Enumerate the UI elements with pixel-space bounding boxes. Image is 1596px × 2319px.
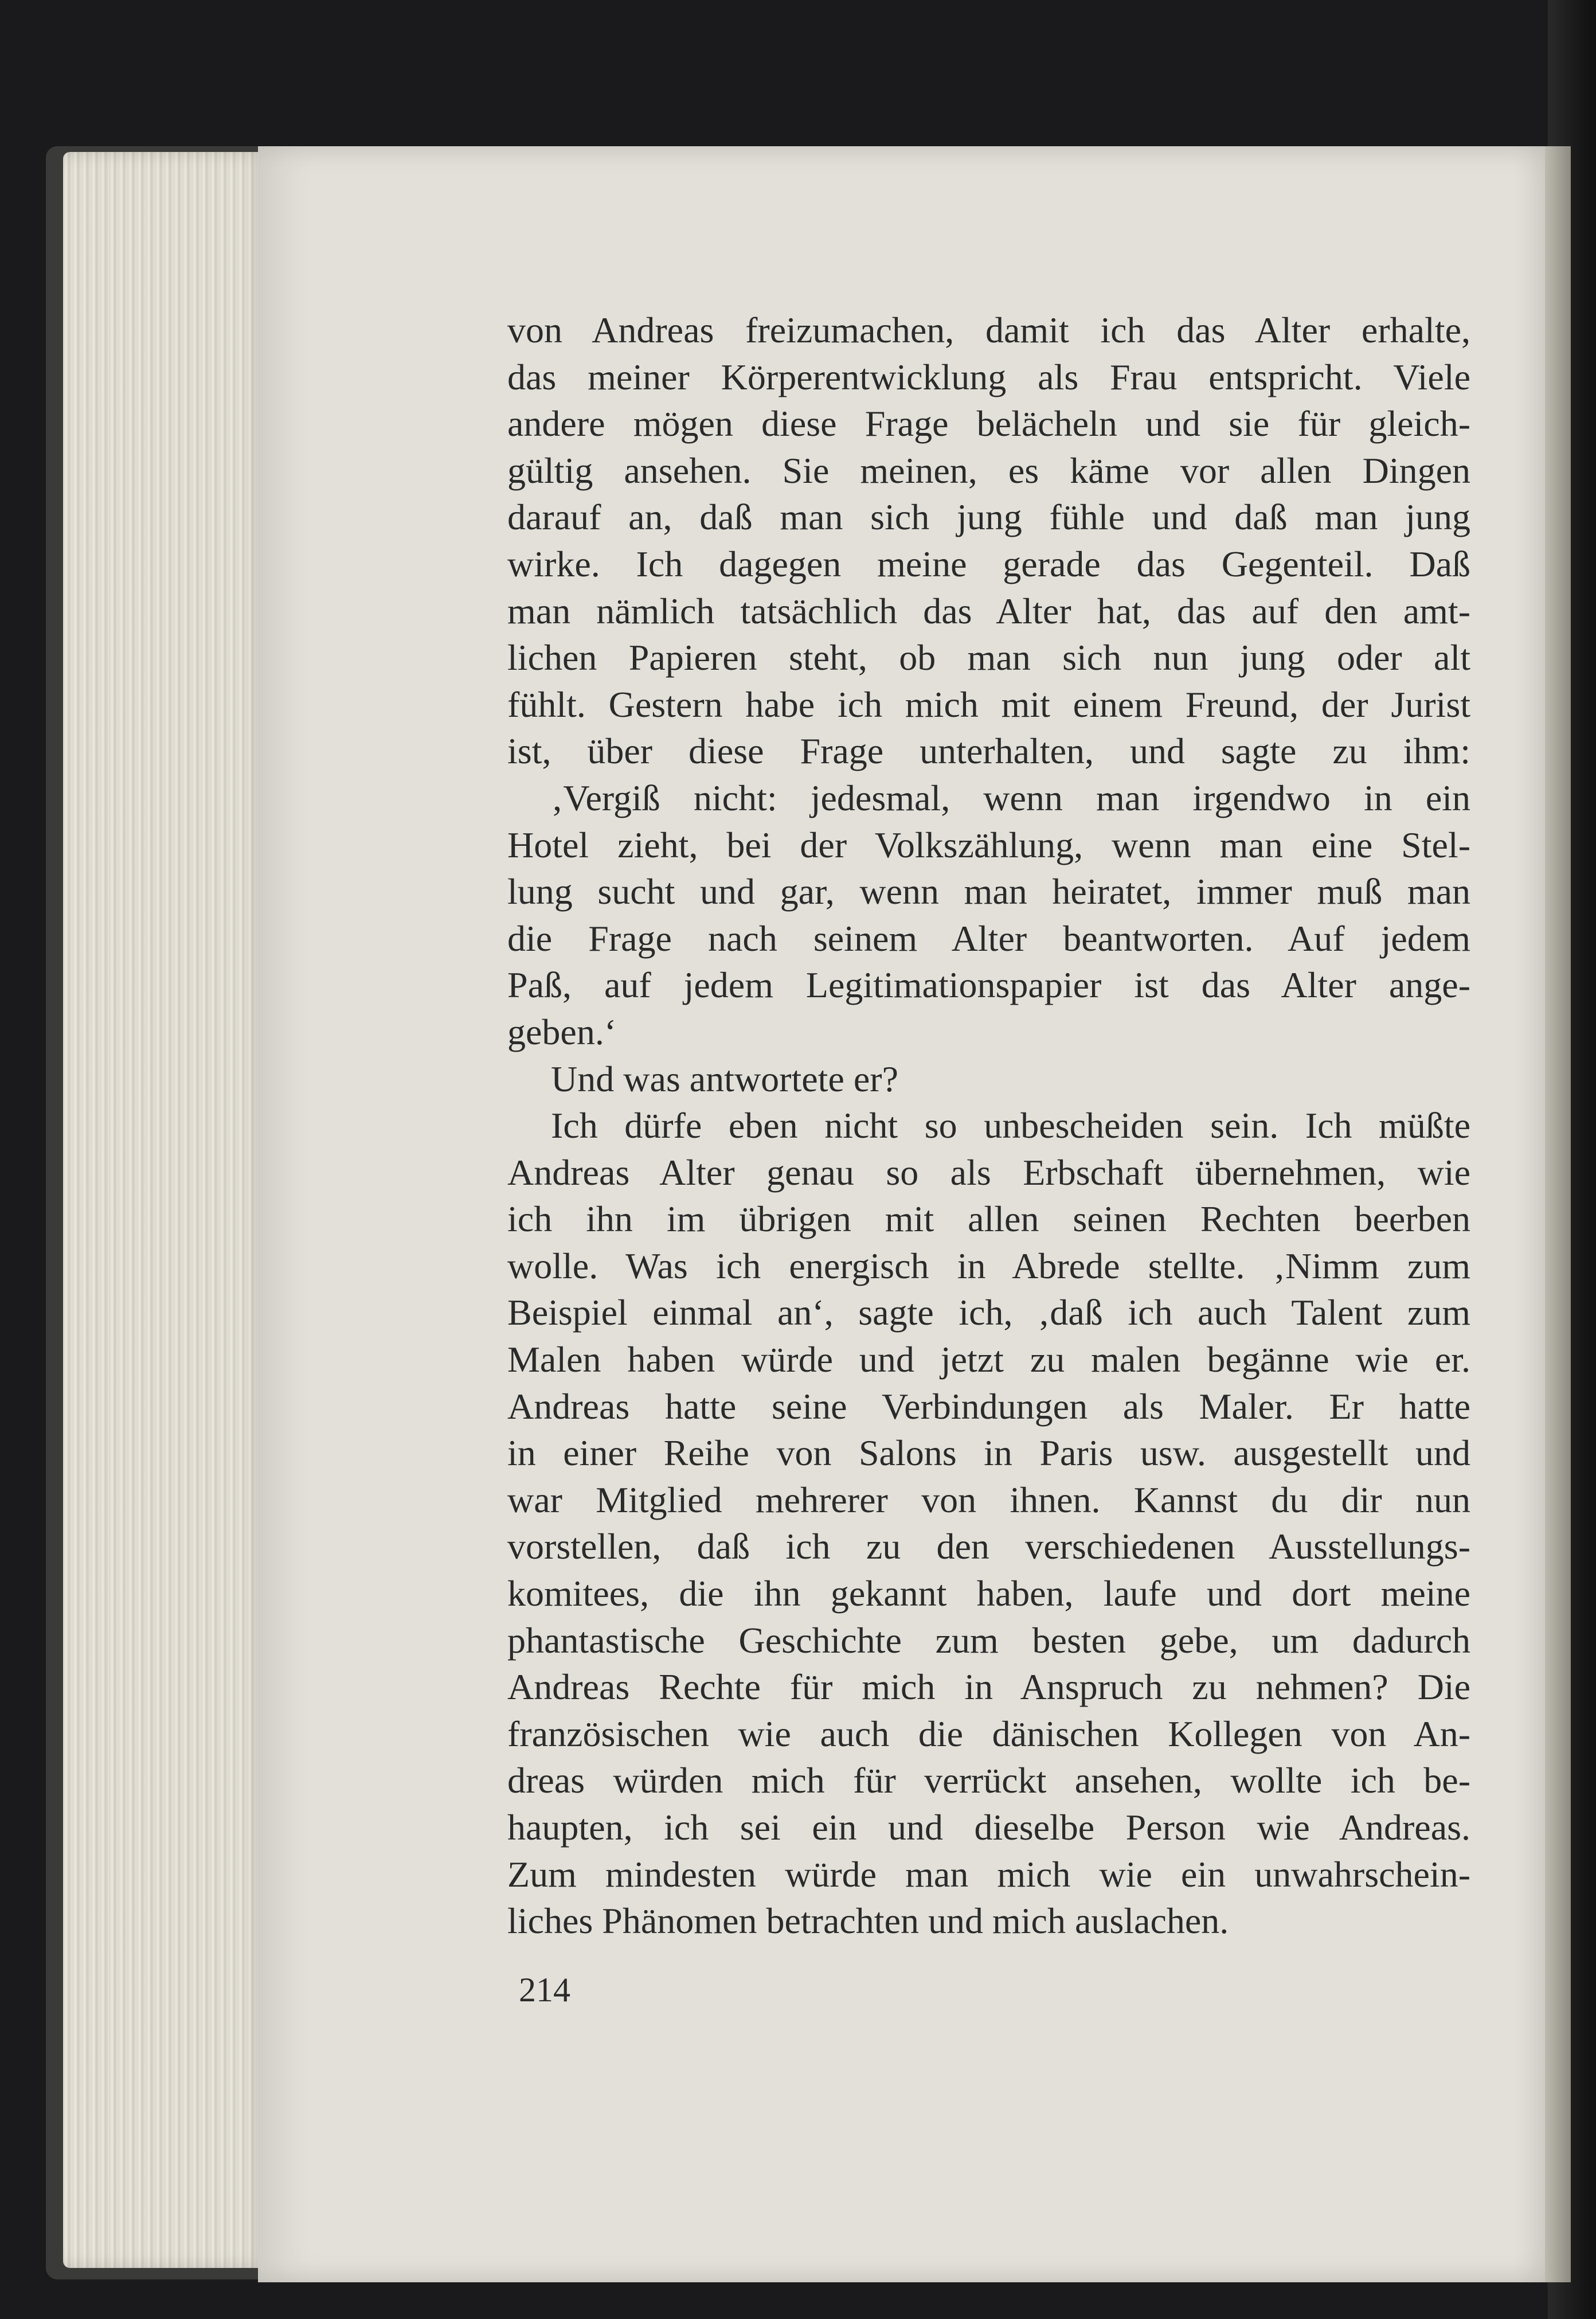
text-line: ich ihn im übrigen mit allen seinen Rechten beerben xyxy=(507,1198,1470,1240)
text-line: Ich dürfe eben nicht so unbescheiden sein. Ich müßte xyxy=(551,1105,1470,1146)
text-line: französischen wie auch die dänischen Kollegen von An- xyxy=(507,1713,1470,1754)
text-line: vorstellen, daß ich zu den verschiedenen Ausstellungs- xyxy=(507,1526,1470,1567)
text-line: Andreas hatte seine Verbindungen als Maler. Er hatte xyxy=(507,1385,1470,1427)
text-line: haupten, ich sei ein und dieselbe Person wie Andreas. xyxy=(507,1807,1470,1848)
text-line: Andreas Alter genau so als Erbschaft übernehmen, wie xyxy=(507,1151,1470,1193)
text-line: das meiner Körperentwicklung als Frau entspricht. Viele xyxy=(507,356,1470,397)
text-line: darauf an, daß man sich jung fühle und daß man jung xyxy=(507,497,1470,538)
text-line: Hotel zieht, bei der Volkszählung, wenn man eine Stel- xyxy=(507,824,1470,865)
body-text xyxy=(507,307,1470,1945)
text-line: phantastische Geschichte zum besten gebe, um dadurch xyxy=(507,1619,1470,1661)
text-line: andere mögen diese Frage belächeln und sie für gleich- xyxy=(507,403,1470,444)
text-line: Beispiel einmal an‘, sagte ich, ‚daß ich auch Talent zum xyxy=(507,1292,1470,1333)
text-line: Malen haben würde und jetzt zu malen begänne wie er. xyxy=(507,1339,1470,1380)
text-line: liches Phänomen betrachten und mich auslachen. xyxy=(507,1900,1229,1942)
page-number: 214 xyxy=(519,1971,570,2009)
text-line: lichen Papieren steht, ob man sich nun jung oder alt xyxy=(507,637,1470,678)
text-line: Und was antwortete er? xyxy=(551,1058,898,1099)
text-line: war Mitglied mehrerer von ihnen. Kannst du dir nun xyxy=(507,1479,1470,1520)
text-line: fühlt. Gestern habe ich mich mit einem Freund, der Jurist xyxy=(507,684,1470,725)
text-line: wolle. Was ich energisch in Abrede stellte. ‚Nimm zum xyxy=(507,1245,1470,1286)
text-line: Paß, auf jedem Legitimationspapier ist das Alter ange- xyxy=(507,965,1470,1006)
text-line: von Andreas freizumachen, damit ich das Alter erhalte, xyxy=(507,310,1470,350)
text-line: gültig ansehen. Sie meinen, es käme vor allen Dingen xyxy=(507,450,1470,491)
next-page-edge xyxy=(1545,146,1571,2282)
text-line: Zum mindesten würde man mich wie ein unwahrschein- xyxy=(507,1853,1470,1895)
text-line: dreas würden mich für verrückt ansehen, wollte ich be- xyxy=(507,1760,1470,1801)
text-line: lung sucht und gar, wenn man heiratet, immer muß man xyxy=(507,871,1470,912)
text-line: in einer Reihe von Salons in Paris usw. ausgestellt und xyxy=(507,1432,1470,1474)
text-line: Andreas Rechte für mich in Anspruch zu nehmen? Die xyxy=(507,1666,1470,1708)
text-line: die Frage nach seinem Alter beantworten. Auf jedem xyxy=(507,918,1470,959)
text-line: komitees, die ihn gekannt haben, laufe und dort meine xyxy=(507,1573,1470,1614)
text-line: geben.‘ xyxy=(507,1011,617,1052)
page-edges xyxy=(63,152,269,2268)
text-line: man nämlich tatsächlich das Alter hat, das auf den amt- xyxy=(507,590,1470,631)
text-line: ‚Vergiß nicht: jedesmal, wenn man irgendwo in ein xyxy=(551,777,1470,818)
text-line: wirke. Ich dagegen meine gerade das Gegenteil. Daß xyxy=(507,543,1470,584)
text-line: ist, über diese Frage unterhalten, und sagte zu ihm: xyxy=(507,731,1470,772)
